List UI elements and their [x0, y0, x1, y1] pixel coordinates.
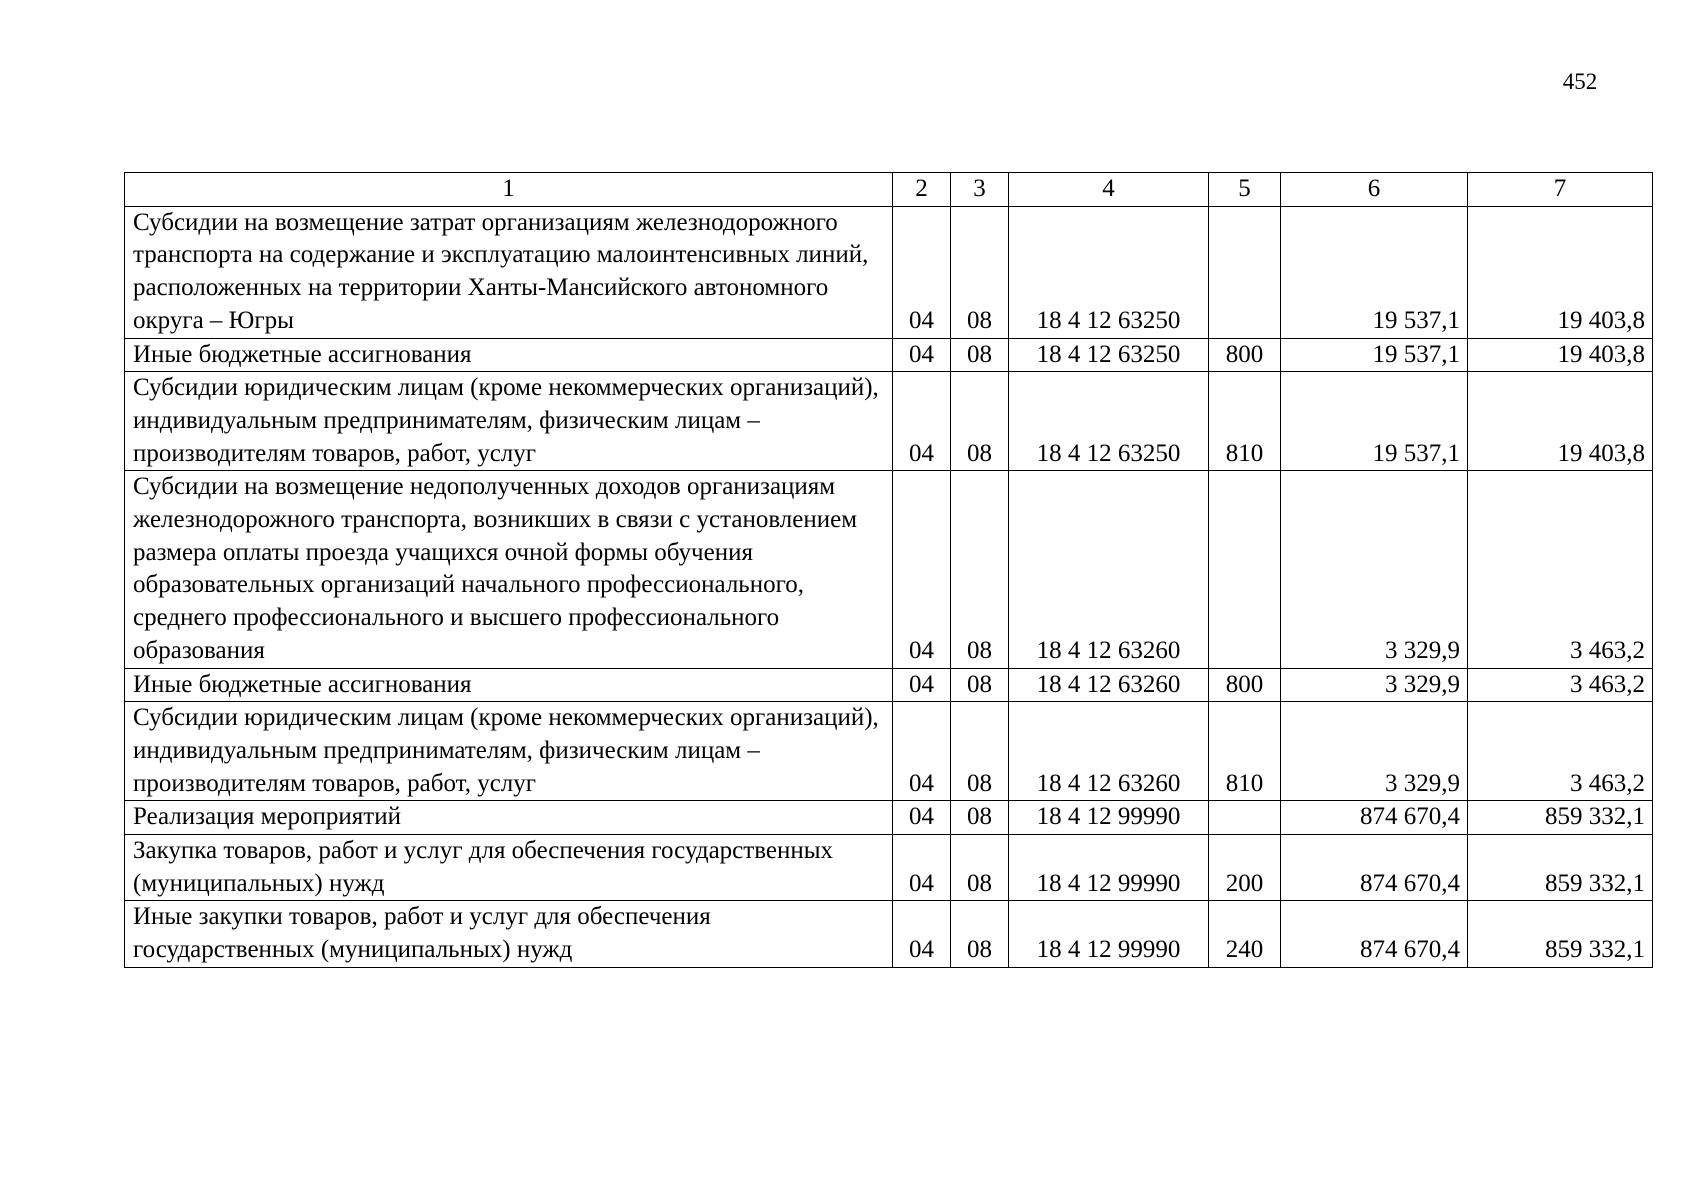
row-amount-1-cell: 874 670,4: [1281, 801, 1468, 835]
row-target-code-cell: 18 4 12 99990: [1009, 901, 1209, 967]
row-section-cell: 04: [893, 471, 951, 668]
row-expense-type-cell: 810: [1209, 702, 1281, 801]
row-expense-type-cell: 200: [1209, 835, 1281, 901]
row-amount-2-cell: 19 403,8: [1468, 372, 1653, 471]
row-subsection-cell: 08: [951, 471, 1009, 668]
row-amount-2-cell: 3 463,2: [1468, 668, 1653, 702]
header-cell-3: 3: [951, 173, 1009, 207]
row-subsection-cell: 08: [951, 668, 1009, 702]
row-amount-2-cell: 3 463,2: [1468, 702, 1653, 801]
row-amount-2-cell: 859 332,1: [1468, 901, 1653, 967]
row-name-cell: Иные закупки товаров, работ и услуг для обеспечения государственных (муниципальных) нужд: [125, 901, 893, 967]
row-amount-2-cell: 859 332,1: [1468, 801, 1653, 835]
row-subsection-cell: 08: [951, 338, 1009, 372]
header-cell-4: 4: [1009, 173, 1209, 207]
row-expense-type-cell: 800: [1209, 668, 1281, 702]
row-amount-1-cell: 3 329,9: [1281, 471, 1468, 668]
row-section-cell: 04: [893, 702, 951, 801]
row-name-cell: Субсидии юридическим лицам (кроме некоммерческих организаций), индивидуальным предпринимателям, физическим лицам – производителям товаров, работ, услуг: [125, 372, 893, 471]
table-row: [125, 668, 1653, 702]
table-row: [125, 206, 1653, 338]
table-row: [125, 702, 1653, 801]
row-amount-1-cell: 19 537,1: [1281, 206, 1468, 338]
row-target-code-cell: 18 4 12 63250: [1009, 338, 1209, 372]
row-section-cell: 04: [893, 668, 951, 702]
row-section-cell: 04: [893, 372, 951, 471]
table-row: [125, 338, 1653, 372]
row-amount-2-cell: 19 403,8: [1468, 338, 1653, 372]
header-cell-7: 7: [1468, 173, 1653, 207]
row-amount-1-cell: 19 537,1: [1281, 372, 1468, 471]
row-subsection-cell: 08: [951, 372, 1009, 471]
table-row: [125, 372, 1653, 471]
row-amount-2-cell: 859 332,1: [1468, 835, 1653, 901]
row-amount-1-cell: 874 670,4: [1281, 901, 1468, 967]
header-cell-6: 6: [1281, 173, 1468, 207]
row-target-code-cell: 18 4 12 63250: [1009, 372, 1209, 471]
row-amount-1-cell: 19 537,1: [1281, 338, 1468, 372]
header-cell-2: 2: [893, 173, 951, 207]
row-subsection-cell: 08: [951, 801, 1009, 835]
row-target-code-cell: 18 4 12 99990: [1009, 835, 1209, 901]
row-expense-type-cell: 810: [1209, 372, 1281, 471]
row-target-code-cell: 18 4 12 63260: [1009, 702, 1209, 801]
row-name-cell: Иные бюджетные ассигнования: [125, 668, 893, 702]
row-name-cell: Реализация мероприятий: [125, 801, 893, 835]
row-target-code-cell: 18 4 12 63250: [1009, 206, 1209, 338]
row-subsection-cell: 08: [951, 835, 1009, 901]
row-name-cell: Субсидии юридическим лицам (кроме некоммерческих организаций), индивидуальным предпринимателям, физическим лицам – производителям товаров, работ, услуг: [125, 702, 893, 801]
row-subsection-cell: 08: [951, 901, 1009, 967]
row-amount-1-cell: 3 329,9: [1281, 668, 1468, 702]
row-expense-type-cell: [1209, 801, 1281, 835]
row-amount-1-cell: 874 670,4: [1281, 835, 1468, 901]
row-name-cell: Субсидии на возмещение недополученных доходов организациям железнодорожного транспорта, возникших в связи с установлением размера оплаты проезда учащихся очной формы обучения образовательных организаций начального профессионального, среднего профессионального и высшего профессионального образования: [125, 471, 893, 668]
row-amount-2-cell: 3 463,2: [1468, 471, 1653, 668]
header-cell-1: 1: [125, 173, 893, 207]
row-name-cell: Иные бюджетные ассигнования: [125, 338, 893, 372]
row-target-code-cell: 18 4 12 63260: [1009, 668, 1209, 702]
row-expense-type-cell: 240: [1209, 901, 1281, 967]
row-expense-type-cell: [1209, 471, 1281, 668]
row-subsection-cell: 08: [951, 702, 1009, 801]
table-row: [125, 901, 1653, 967]
row-name-cell: Закупка товаров, работ и услуг для обеспечения государственных (муниципальных) нужд: [125, 835, 893, 901]
table-row: [125, 801, 1653, 835]
row-name-cell: Субсидии на возмещение затрат организациям железнодорожного транспорта на содержание и эксплуатацию малоинтенсивных линий, расположенных на территории Ханты-Мансийского автономного округа – Югры: [125, 206, 893, 338]
row-section-cell: 04: [893, 206, 951, 338]
table-header-row: [125, 173, 1653, 207]
row-amount-2-cell: 19 403,8: [1468, 206, 1653, 338]
row-amount-1-cell: 3 329,9: [1281, 702, 1468, 801]
row-section-cell: 04: [893, 801, 951, 835]
table-row: [125, 835, 1653, 901]
row-section-cell: 04: [893, 901, 951, 967]
row-section-cell: 04: [893, 338, 951, 372]
row-target-code-cell: 18 4 12 99990: [1009, 801, 1209, 835]
row-section-cell: 04: [893, 835, 951, 901]
budget-table: [124, 172, 1653, 968]
table-row: [125, 471, 1653, 668]
row-expense-type-cell: [1209, 206, 1281, 338]
row-target-code-cell: 18 4 12 63260: [1009, 471, 1209, 668]
header-cell-5: 5: [1209, 173, 1281, 207]
row-subsection-cell: 08: [951, 206, 1009, 338]
row-expense-type-cell: 800: [1209, 338, 1281, 372]
page-number: 452: [1562, 69, 1598, 94]
